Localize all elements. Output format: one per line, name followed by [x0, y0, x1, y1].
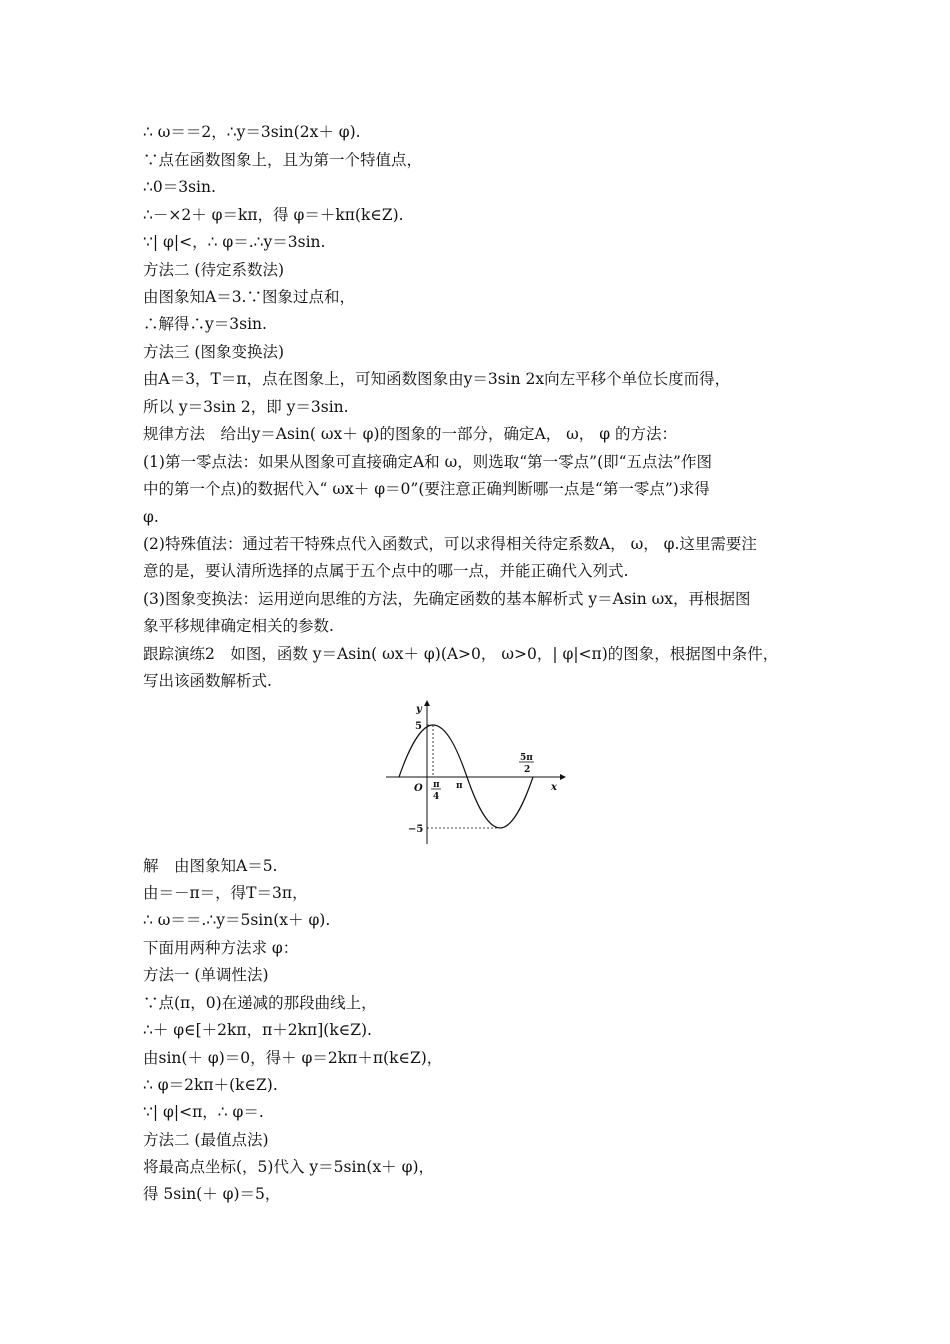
text-line: ∵点在函数图象上，且为第一个特值点， [143, 151, 423, 169]
text-line: (1)第一零点法：如果从图象可直接确定A和 ω，则选取“第一零点”(即“五点法”作图 [143, 453, 712, 471]
text-line: 规律方法 给出y＝Asin( ωx＋ φ)的图象的一部分，确定A， ω， φ 的方法： [143, 425, 677, 443]
text-line: 由sin(＋ φ)＝0，得＋ φ＝2kπ＋π(k∈Z)， [143, 1049, 443, 1067]
text-line: 下面用两种方法求 φ： [143, 939, 299, 957]
origin-label: O [414, 783, 423, 794]
text-line: ∴－×2＋ φ＝kπ，得 φ＝＋kπ(k∈Z). [143, 206, 404, 224]
text-line: ∴ ω＝＝2，∴y＝3sin(2x＋ φ). [143, 123, 361, 141]
text-line: ∵| φ|<π，∴ φ＝. [143, 1103, 264, 1121]
x-tick-5pi2-top: 5π [520, 753, 533, 763]
text-line: 方法一 (单调性法) [143, 966, 269, 984]
y-axis-arrow-icon [424, 700, 430, 706]
text-line: 方法二 (最值点法) [143, 1131, 269, 1149]
text-line: ∴0＝3sin. [143, 178, 216, 196]
text-line: ∴解得∴y＝3sin. [143, 315, 267, 333]
text-line: 得 5sin(＋ φ)＝5， [143, 1185, 281, 1203]
text-line: 方法三 (图象变换法) [143, 343, 285, 361]
text-line: 所以 y＝3sin 2，即 y＝3sin. [143, 398, 349, 416]
text-line: ∴＋ φ∈[＋2kπ，π＋2kπ](k∈Z). [143, 1021, 372, 1039]
x-tick-pi4-bottom: 4 [433, 792, 440, 802]
text-line: ∴ ω＝＝.∴y＝5sin(x＋ φ). [143, 911, 331, 929]
x-axis-label: x [551, 782, 557, 793]
text-line: 中的第一个点)的数据代入“ ωx＋ φ＝0”(要注意正确判断哪一点是“第一零点”)求得 [143, 480, 710, 498]
y-min-label: −5 [408, 824, 424, 835]
text-line: 意的是，要认清所选择的点属于五个点中的哪一点，并能正确代入列式. [143, 562, 629, 580]
text-line: φ. [143, 508, 159, 526]
text-line: 由图象知A＝3.∵图象过点和， [143, 288, 355, 306]
text-line: ∵| φ|<，∴ φ＝.∴y＝3sin. [143, 233, 326, 251]
y-axis-label: y [416, 704, 422, 715]
x-axis-arrow-icon [560, 774, 566, 780]
text-line: 方法二 (待定系数法) [143, 261, 285, 279]
text-line: 由＝－π＝，得T＝3π， [143, 884, 308, 902]
text-line: 由A＝3，T＝π，点在图象上，可知函数图象由y＝3sin 2x向左平移个单位长度而得， [143, 370, 731, 388]
y-max-label: 5 [415, 721, 422, 732]
sine-graph-figure [383, 698, 568, 846]
text-line: 跟踪演练2 如图，函数 y＝Asin( ωx＋ φ)(A>0， ω>0，| φ|<π)的图象，根据图中条件， [143, 645, 779, 663]
x-tick-pi: π [456, 781, 463, 791]
text-line: (2)特殊值法：通过若干特殊点代入函数式，可以求得相关待定系数A， ω， φ.这里需要注 [143, 535, 757, 553]
text-line: 解 由图象知A＝5. [143, 857, 278, 875]
text-line: 将最高点坐标(，5)代入 y＝5sin(x＋ φ)， [143, 1158, 435, 1176]
text-line: (3)图象变换法：运用逆向思维的方法，先确定函数的基本解析式 y＝Asin ωx，再根据图 [143, 590, 751, 608]
text-line: 象平移规律确定相关的参数. [143, 617, 334, 635]
x-tick-5pi2-bottom: 2 [524, 765, 531, 775]
text-line: ∵点(π，0)在递减的那段曲线上， [143, 994, 377, 1012]
x-tick-pi4-top: π [433, 780, 440, 790]
text-line: 写出该函数解析式. [143, 672, 272, 690]
text-line: ∴ φ＝2kπ＋(k∈Z). [143, 1076, 278, 1094]
